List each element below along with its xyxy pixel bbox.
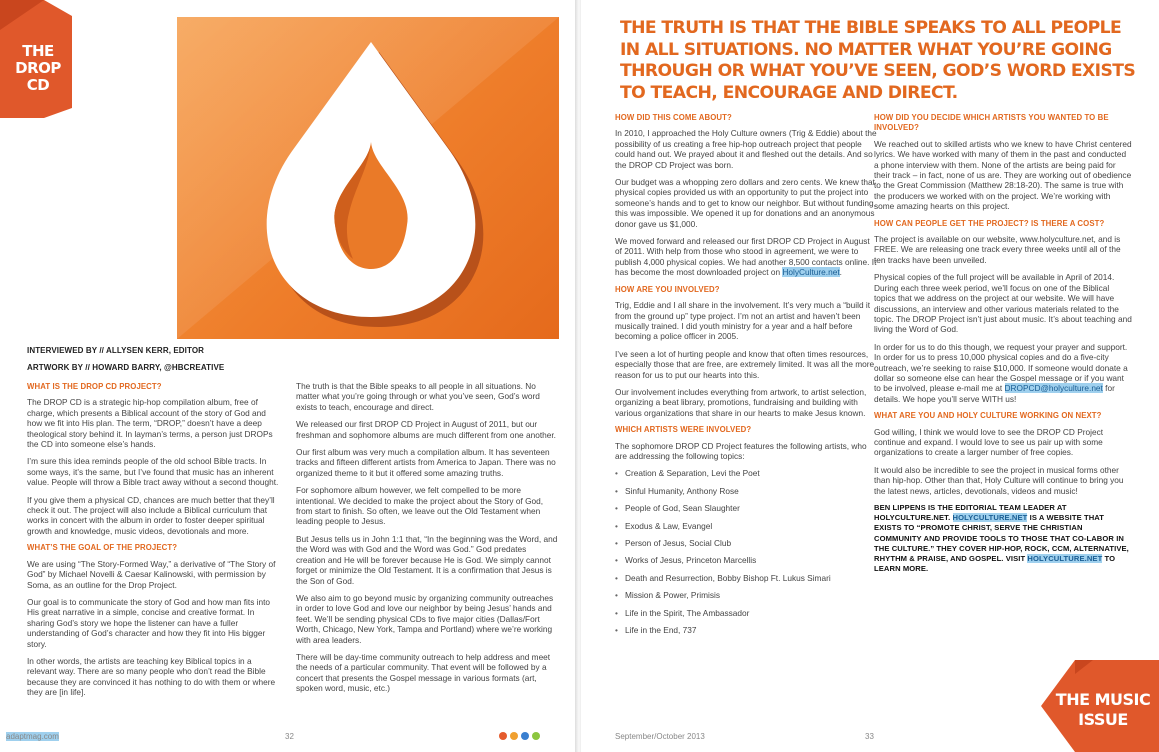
paragraph: It would also be incredible to see the project in musical forms other than hip-hop. Other than that, Holy Culture will continue to bring you the latest news, articles, devotionals, videos and music! [874,464,1124,496]
paragraph: We released our first DROP CD Project in August of 2011, but our freshman and sophomore albums are much different from one another. [296,419,556,440]
color-dot [499,732,507,740]
color-dot [532,732,540,740]
paragraph: Our budget was a whopping zero dollars and zero cents. We knew that physical copies provided us with an opportunity to put the project into someone’s hands and to get to know our neighbor. But without funding, this was impossible. We opened it up for donations and an anonymous donor gave us $1,000. [615,177,876,229]
list-item: • Life in the End, 737 [615,625,877,635]
color-dot [510,732,518,740]
paragraph: Our involvement includes everything from artwork, to artist selection, organizing a beat library, promotions, fundraising and building with various organizations that share in our hearts to make Jesus known. [615,386,867,418]
text: for details. We hope you’ll serve WITH us! [874,383,1115,404]
list-item: • Mission & Power, Primisis [615,590,877,600]
list-item: • People of God, Sean Slaughter [615,503,877,513]
text: In order for us to do this though, we request your prayer and support. In order for us to press 10,000 physical copies and do a five-city outreach, we’re seeking to raise $10,000. If someone would donate a dollar so someone else can hear the Gospel message or if you want to be involved, please e-mail me at [874,341,1128,394]
heading-involved: HOW ARE YOU INVOLVED? [615,284,720,294]
water-drop-icon [177,17,559,339]
list-item: • Sinful Humanity, Anthony Rose [615,486,877,496]
paragraph [874,342,1132,404]
paragraph: Physical copies of the full project will be available in April of 2014. During each three week period, we’ll focus on one of the Biblical topics that we address on the project at our website. We will have discussions, an interview and other various materials related to the topic. The DROP Project isn’t just about music. It’s about teaching and living the Word of God. [874,272,1132,335]
list-item: • Life in the Spirit, The Ambassador [615,608,877,618]
heading-how-about: HOW DID THIS COME ABOUT? [615,113,732,122]
column-1 [27,380,281,705]
heading-cost: HOW CAN PEOPLE GET THE PROJECT? IS THERE A COST? [874,218,1105,228]
holyculture-link[interactable]: HOLYCULTURE.NET [952,513,1028,523]
holyculture-link[interactable]: HOLYCULTURE.NET [1027,554,1103,564]
text: We moved forward and released our first DROP CD Project in August of 2011. With help from those who stood in agreement, we were to publish 4,000 physical copies. We had another 8,500 contacts online. It has become the most downloaded project on [615,236,877,278]
paragraph: I’m sure this idea reminds people of the old school Bible tracts. In some ways, it’s the same, but I’ve found that music has an inherent value. People will throw a Bible tract away without a second thought. [27,456,279,488]
holyculture-link[interactable]: HolyCulture.net [782,267,840,278]
pull-quote: THE TRUTH IS THAT THE BIBLE SPEAKS TO ALL PEOPLE IN ALL SITUATIONS. NO MATTER WHAT YOU’RE GOING THROUGH OR WHAT YOU’VE SEEN, GOD’S WORD EXISTS TO TEACH, ENCOURAGE AND DIRECT. [620,18,1136,103]
paragraph: For sophomore album however, we felt compelled to be more intentional. We decided to make the project about the Story of God, from start to finish. So often, we leave out the Old Testament when leading people to Jesus. [296,485,544,527]
paragraph: If you give them a physical CD, chances are much better that they’ll check it out. The project will also include a Biblical curriculum that works in concert with the album in order to foster deeper spiritual growth and knowledge, music videos, devotionals and more. [27,494,275,536]
hero-drop-artwork [177,17,559,339]
column-2 [296,381,558,701]
text: IS A WEBSITE THAT EXISTS TO “PROMOTE CHRIST, SERVE THE CHRISTIAN COMMUNITY AND PROVIDE TOOLS TO THOSE THAT CO-LABOR IN THE CULTURE.” THEY COVER HIP-HOP, ROCK, CCM, ALTERNATIVE, RHYTHM & PRAISE, AND GOSPEL. VISIT [874,513,1129,564]
heading-artists: WHICH ARTISTS WERE INVOLVED? [615,425,752,435]
list-item: • Exodus & Law, Evangel [615,521,877,531]
paragraph: We also aim to go beyond music by organizing community outreaches in order to love God and love our neighbor by being Jesus’ hands and feet. We’ll be sending physical CDs to five major cities (Dallas/Fort Worth, Chicago, New York, Tampa and Portland) where we’re working with area leaders. [296,592,554,645]
left-page [0,0,577,752]
text: BEN LIPPENS IS THE EDITORIAL TEAM LEADER AT HOLYCULTURE.NET. [874,503,1067,523]
interviewer-credit: INTERVIEWED BY // ALLYSEN KERR, EDITOR [27,346,205,355]
column-3 [615,111,877,642]
paragraph: There will be day-time community outreach to help address and meet the needs of a particular community. That event will be followed by a concert that presents the Gospel message in various formats (art, spoken word, music, etc.) [296,651,551,694]
heading-what-is: WHAT IS THE DROP CD PROJECT? [27,382,162,391]
paragraph: Trig, Eddie and I all share in the involvement. It’s very much a “build it from the ground up” type project. I’m not an artist and haven’t been musically trained. I did youth ministry for a year and a half before becoming a police officer in 2005. [615,300,871,342]
ribbon-title: THE DROP CD [15,42,61,94]
paragraph: The sophomore DROP CD Project features the following artists, who are addressing the following topics: [615,440,867,461]
paragraph: We reached out to skilled artists who we knew to have Christ centered lyrics. We have worked with many of them in the past and conducted a phone interview with them. None of the artists are being paid for their track – in fact, none of us are. They are working out of obedience to the Great Commission (Matthew 28:18-20). The same is true with the producers we worked with on the project. We’re working with some amazing hearts on this project. [874,138,1132,212]
list-item: • Death and Resurrection, Bobby Bishop Ft. Lukus Simari [615,573,877,583]
text: TO LEARN MORE. [874,554,1116,574]
paragraph: Our first album was very much a compilation album. It has seventeen tracks and fifteen different artists from America to Japan. There was no organized theme to it but it offered some amazing truths. [296,447,556,478]
list-item: • Creation & Separation, Levi the Poet [615,468,877,478]
color-dot [521,732,529,740]
paragraph [615,236,877,278]
text: . [839,267,842,278]
paragraph: God willing, I think we would love to see the DROP CD Project continue and expand. I would love to see us pair up with some organizations to create a larger number of free copies. [874,426,1104,458]
artwork-credit: ARTWORK BY // HOWARD BARRY, @HBCREATIVE [27,363,225,372]
heading-next: WHAT ARE YOU AND HOLY CULTURE WORKING ON NEXT? [874,411,1102,421]
paragraph: The DROP CD is a strategic hip-hop compilation album, free of charge, which presents a Biblical account of the story of God and how we fit into His plan. The term, “DROP,” doesn’t have a deep theological story behind it. In layman’s terms, a person just DROPs the CD into someone else’s hands. [27,397,273,450]
right-page [581,0,1159,752]
list-item: • Person of Jesus, Social Club [615,538,877,548]
paragraph: In other words, the artists are teaching key Biblical topics in a relevant way. There are so many people who don’t read the Bible because they are convinced it has nothing to do with them or where they are [in life]. [27,655,276,698]
list-item: • Works of Jesus, Princeton Marcellis [615,555,877,565]
paragraph: The project is available on our website, www.holyculture.net, and is FREE. We are releasing one track every three weeks until all of the ten tracks have been unveiled. [874,234,1121,265]
artist-list [615,468,877,635]
paragraph: In 2010, I approached the Holy Culture owners (Trig & Eddie) about the possibility of us creating a free hip-hop outreach project that people could hand out. We prayed about it and fleshed out the details. And so the DROP CD Project was born. [615,128,877,170]
issue-badge-label: THE MUSIC ISSUE [1055,690,1151,729]
author-bio [874,503,1132,574]
heading-goal: WHAT’S THE GOAL OF THE PROJECT? [27,543,178,553]
email-link[interactable]: DROPCD@holyculture.net [1004,383,1103,394]
column-4 [874,111,1132,581]
paragraph: Our goal is to communicate the story of God and how man fits into His great narrative in a simple, concise and creative format. In sharing God’s story we hope the listener can have a fuller understanding of God’s character and how they fit into His bigger story. [27,596,271,649]
paragraph: The truth is that the Bible speaks to all people in all situations. No matter what you’re going through or what you’ve seen, God’s word exists to teach, encourage and direct. [296,381,540,412]
page-number: 33 [865,732,874,741]
heading-decide: HOW DID YOU DECIDE WHICH ARTISTS YOU WANTED TO BE INVOLVED? [874,113,1109,133]
paragraph: We are using “The Story-Formed Way,” a derivative of “The Story of God” by Michael Novelli & Caesar Kalinowski, with permission by Soma, as an outline for the Drop Project. [27,558,276,590]
issue-date: September/October 2013 [615,732,705,741]
credits [27,342,224,376]
paragraph: But Jesus tells us in John 1:1 that, “In the beginning was the Word, and the Word was with God and the Word was God.” God predates creation and He will be forever because He is God. We simply cannot forget or minimize the Old Testament. It is a confirmation that Jesus is the Son of God. [296,533,558,586]
page-number: 32 [285,732,294,741]
paragraph: I’ve seen a lot of hurting people and know that often times resources, especially those that are free, are extremely limited. It was all the more reason for us to put our hearts into this. [615,348,875,380]
footer-site-link[interactable]: adaptmag.com [6,732,59,741]
